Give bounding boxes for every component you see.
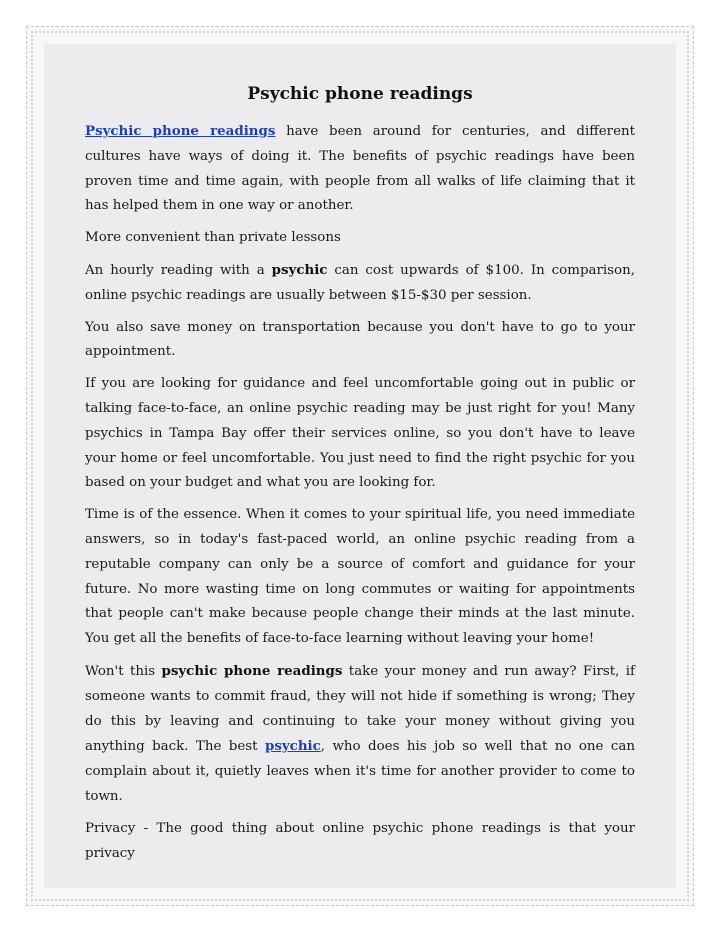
psychic-phone-readings-bold: psychic phone readings	[161, 662, 343, 679]
pricing-text-after: can cost upwards of $100. In comparison, online psychic readings are usually between $15-$30 per session.	[85, 262, 635, 303]
psychic-phone-readings-link[interactable]: Psychic phone readings	[85, 123, 276, 139]
pricing-text-before: An hourly reading with a	[85, 262, 272, 278]
paragraph-subheading: More convenient than private lessons	[85, 230, 341, 246]
fraud-text-after: , who does his job so well that no one can complain about it, quietly leaves when it's time for another provider to come to town.	[85, 739, 636, 804]
paragraph-privacy: Privacy - The good thing about online psychic phone readings is that your privacy	[85, 820, 635, 861]
document-page	[44, 44, 676, 888]
paragraph-intro-text: have been around for centuries, and different cultures have ways of doing it. The benefits of psychic readings have been proven time and time again, with people from all walks of life claiming that it has helped them in one way or another.	[85, 124, 636, 214]
paragraph-intro	[85, 119, 635, 219]
article	[85, 82, 635, 873]
page-title: Psychic phone readings	[247, 84, 473, 104]
fraud-text-before: Won't this	[85, 663, 162, 679]
paragraph-transportation: You also save money on transportation because you don't have to go to your appointment.	[85, 319, 635, 360]
paragraph-time: Time is of the essence. When it comes to your spiritual life, you need immediate answers, so in today's fast-paced world, an online psychic reading from a reputable company can only be a source of comfort and guidance for your future. No more wasting time on long commutes or waiting for appointments that people can't make because people change their minds at the last minute. You get all the benefits of face-to-face learning without leaving your home!	[85, 507, 635, 647]
psychic-bold: psychic	[271, 261, 328, 278]
paragraph-guidance: If you are looking for guidance and feel uncomfortable going out in public or talking face-to-face, an online psychic reading may be just right for you! Many psychics in Tampa Bay offer their services online, so you don't have to leave your home or feel uncomfortable. You just need to find the right psychic for you based on your budget and what you are looking for.	[85, 376, 635, 491]
paragraph-fraud	[85, 659, 635, 810]
psychic-link[interactable]: psychic	[264, 738, 321, 755]
paragraph-pricing	[85, 258, 635, 309]
fraud-text-middle: take your money and run away? First, if someone wants to commit fraud, they will not hide if something is wrong; They do this by leaving and continuing to take your money without giving you anything back. The best	[85, 663, 635, 755]
